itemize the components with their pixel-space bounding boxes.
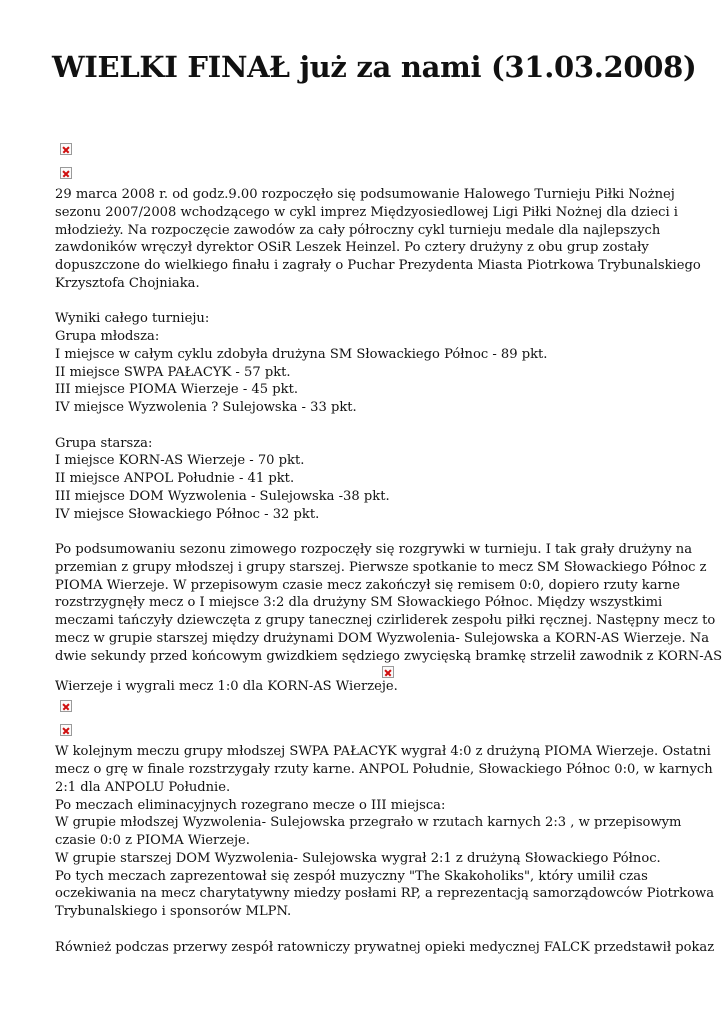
text-line: mecz w grupie starszej między drużynami DOM Wyzwolenia- Sulejowska a KORN-AS Wierzeje. Na <box>55 630 710 646</box>
text-line: rozstrzygnęły mecz o I miejsce 3:2 dla drużyny SM Słowackiego Północ. Między wszystkimi <box>55 595 663 611</box>
intro-paragraph <box>55 186 701 293</box>
article-body <box>55 138 723 956</box>
text-line: dwie sekundy przed końcowym gwizdkiem sędziego zwycięską bramkę strzelił zawodnik z KORN-AS <box>55 648 723 664</box>
text-line: sezonu 2007/2008 wchodzącego w cykl imprez Międzyosiedlowej Ligi Piłki Nożnej dla dzieci i <box>55 204 678 220</box>
text-line: zawdoników wręczył dyrektor OSiR Leszek Heinzel. Po cztery drużyny z obu grup zostały <box>55 240 649 256</box>
text-line: IV miejsce Słowackiego Północ - 32 pkt. <box>55 506 320 522</box>
text-line: III miejsce PIOMA Wierzeje - 45 pkt. <box>55 382 298 398</box>
broken-image-icon <box>382 666 394 678</box>
text-line: Grupa starsza: <box>55 435 153 451</box>
matches-paragraph <box>55 541 723 695</box>
image-placeholder <box>55 162 675 186</box>
text-line: mecz o grę w finale rozstrzygały rzuty karne. ANPOL Południe, Słowackiego Północ 0:0, w karnych <box>55 762 713 777</box>
break-paragraph <box>55 939 715 957</box>
text-line: Wyniki całego turnieju: <box>55 311 210 327</box>
text-line: czasie 0:0 z PIOMA Wierzeje. <box>55 833 250 848</box>
text-line: młodzieży. Na rozpoczęcie zawodów za cały półroczny cykl turnieju medale dla najlepszych <box>55 222 661 238</box>
image-placeholder <box>55 138 675 162</box>
image-placeholder <box>55 695 675 719</box>
results-younger-group <box>55 310 675 417</box>
text-line: II miejsce ANPOL Południe - 41 pkt. <box>55 471 295 486</box>
broken-image-icon <box>60 724 72 736</box>
image-placeholder <box>55 719 675 743</box>
text-line: 29 marca 2008 r. od godz.9.00 rozpoczęło się podsumowanie Halowego Turnieju Piłki Nożnej <box>55 187 675 202</box>
text-line: Krzysztofa Chojniaka. <box>55 275 200 291</box>
text-line: II miejsce SWPA PAŁACYK - 57 pkt. <box>55 364 291 380</box>
text-line: dopuszczone do wielkiego finału i zagrały o Puchar Prezydenta Miasta Piotrkowa Trybunalskiego <box>55 258 701 273</box>
text-line: W kolejnym meczu grupy młodszej SWPA PAŁACYK wygrał 4:0 z drużyną PIOMA Wierzeje. Ostatni <box>55 744 711 760</box>
further-matches-paragraph <box>55 743 714 921</box>
broken-image-icon <box>60 143 72 155</box>
text-line: meczami tańczyły dziewczęta z grupy tanecznej czirliderek zespołu piłki ręcznej. Następny mecz to <box>55 613 716 628</box>
text-line: oczekiwania na mecz charytatywny miedzy posłami RP, a reprezentacją samorządowców Piotrkowa <box>55 886 714 902</box>
text-line-with-image <box>55 665 675 695</box>
results-older-group <box>55 435 675 524</box>
article-title: WIELKI FINAŁ już za nami (31.03.2008) <box>52 50 697 84</box>
text-line: Po meczach eliminacyjnych rozegrano mecze o III miejsca: <box>55 797 446 813</box>
text-line: PIOMA Wierzeje. W przepisowym czasie mecz zakończył się remisem 0:0, dopiero rzuty karne <box>55 577 680 593</box>
text-line: Po tych meczach zaprezentował się zespół muzyczny "The Skakoholiks", który umilił czas <box>55 868 648 884</box>
text-line: przemian z grupy młodszej i grupy starszej. Pierwsze spotkanie to mecz SM Słowackiego Północ z <box>55 559 707 575</box>
text-line: Trybunalskiego i sponsorów MLPN. <box>55 904 292 919</box>
text-line: Wierzeje i wygrali mecz 1:0 dla KORN-AS Wierzeje. <box>55 678 398 694</box>
text-line: III miejsce DOM Wyzwolenia - Sulejowska -38 pkt. <box>55 488 390 504</box>
text-line: 2:1 dla ANPOLU Południe. <box>55 779 231 795</box>
text-line: Po podsumowaniu sezonu zimowego rozpoczęły się rozgrywki w turnieju. I tak grały drużyny na <box>55 542 693 557</box>
broken-image-icon <box>60 167 72 179</box>
text-line: Również podczas przerwy zespół ratowniczy prywatnej opieki medycznej FALCK przedstawił pokaz <box>55 939 715 955</box>
text-line: W grupie młodszej Wyzwolenia- Sulejowska przegrało w rzutach karnych 2:3 , w przepisowym <box>55 815 682 831</box>
text-line: I miejsce w całym cyklu zdobyła drużyna SM Słowackiego Północ - 89 pkt. <box>55 346 548 362</box>
text-line: Grupa młodsza: <box>55 329 160 344</box>
text-line: I miejsce KORN-AS Wierzeje - 70 pkt. <box>55 453 305 469</box>
text-line: W grupie starszej DOM Wyzwolenia- Sulejowska wygrał 2:1 z drużyną Słowackiego Północ. <box>55 850 661 866</box>
text-line: IV miejsce Wyzwolenia ? Sulejowska - 33 pkt. <box>55 400 357 415</box>
broken-image-icon <box>60 700 72 712</box>
